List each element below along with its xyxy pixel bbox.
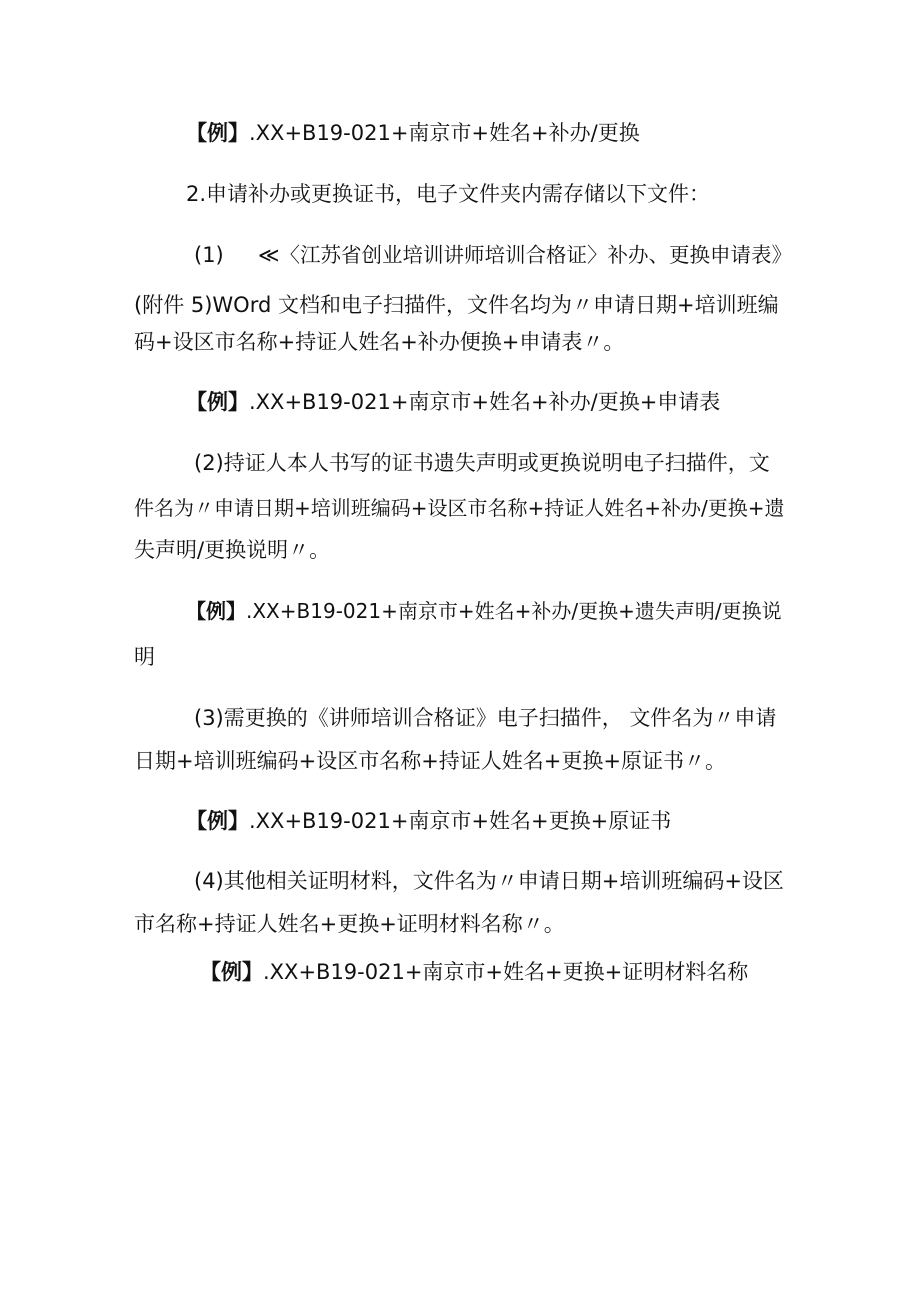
item-number: (1) (194, 243, 224, 267)
example-text: .XX+B19-021+南京市+姓名+补办/更换+遗失声明/更换说 (246, 599, 782, 623)
section-heading: 2.申请补办或更换证书，电子文件夹内需存储以下文件： (186, 182, 711, 206)
example-line (200, 957, 748, 987)
example-mark: 【例】 (186, 390, 249, 414)
example-line (186, 118, 640, 148)
example-mark: 【例】 (186, 599, 246, 623)
example-text: .XX+B19-021+南京市+姓名+更换+原证书 (249, 809, 672, 833)
example-line (186, 596, 782, 626)
paragraph-line: (附件 5)WOrd 文档和电子扫描件，文件名均为〃申请日期+培训班编 (134, 293, 779, 317)
example-text: .XX+B19-021+南京市+姓名+更换+证明材料名称 (263, 960, 749, 984)
paragraph-line: 日期+培训班编码+设区市名称+持证人姓名+更换+原证书〃。 (134, 749, 726, 773)
example-mark: 【例】 (200, 960, 263, 984)
example-mark: 【例】 (186, 121, 249, 145)
paragraph-line: 明 (134, 645, 155, 669)
paragraph-line: (2)持证人本人书写的证书遗失声明或更换说明电子扫描件，文 (194, 451, 770, 475)
example-line (186, 806, 671, 836)
example-text: .XX+B19-021+南京市+姓名+补办/更换+申请表 (249, 390, 721, 414)
paragraph-line: ≪〈江苏省创业培训讲师培训合格证〉补办、更换申请表》 (258, 243, 792, 267)
example-mark: 【例】 (186, 809, 249, 833)
paragraph-line: (3)需更换的《讲师培训合格证》电子扫描件， 文件名为〃申请 (194, 706, 777, 730)
paragraph-line: (4)其他相关证明材料，文件名为〃申请日期+培训班编码+设区 (194, 869, 784, 893)
paragraph-line: 码+设区市名称+持证人姓名+补办便换+申请表〃。 (134, 330, 625, 354)
paragraph-line: 市名称+持证人姓名+更换+证明材料名称〃。 (134, 912, 565, 936)
example-text: .XX+B19-021+南京市+姓名+补办/更换 (249, 121, 640, 145)
paragraph-line: 件名为〃申请日期+培训班编码+设区市名称+持证人姓名+补办/更换+遗 (134, 496, 785, 520)
example-line (186, 387, 720, 417)
paragraph-line: 失声明/更换说明〃。 (134, 538, 331, 562)
